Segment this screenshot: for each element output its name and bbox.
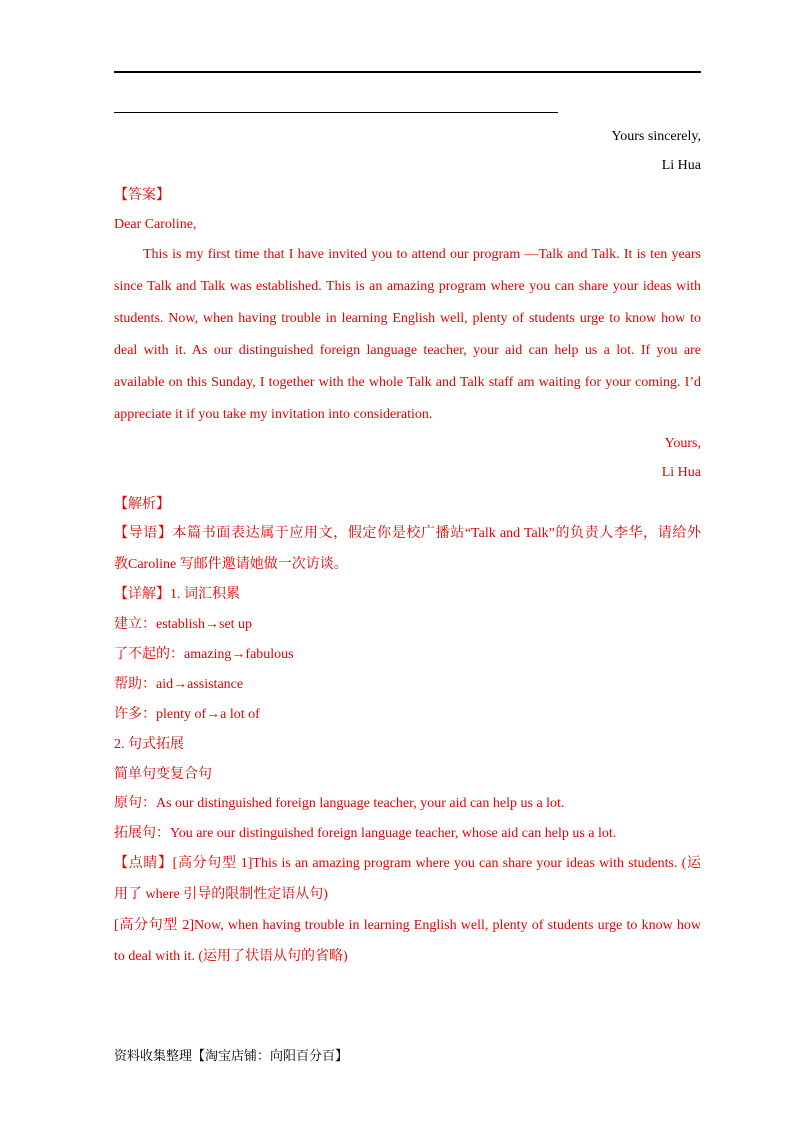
- guide-line-2: 教Caroline 写邮件邀请她做一次访谈。: [114, 557, 348, 572]
- answer-line: available on this Sunday, I together with the whole Talk and Talk staff am waiting for your coming. I’d: [114, 375, 701, 390]
- letter-name: Li Hua: [661, 158, 701, 173]
- highlight-1-line-2: 用了 where 引导的限制性定语从句): [114, 887, 328, 902]
- detail-line: [114, 587, 240, 603]
- vocab-item: 许多：plenty of→a lot of: [114, 707, 260, 722]
- highlight-line: [114, 856, 701, 872]
- answer-closing: Yours,: [664, 436, 701, 451]
- page-footer: 资料收集整理【淘宝店铺：向阳百分百】: [114, 1048, 349, 1063]
- answer-heading: 【答案】: [114, 188, 170, 203]
- guide-line: [114, 526, 701, 542]
- answer-signature: Li Hua: [661, 465, 701, 480]
- answer-line: This is my first time that I have invited you to attend our program —Talk and Talk. It is ten years: [143, 247, 701, 262]
- answer-line: deal with it. As our distinguished foreign language teacher, your aid can help us a lot. If you are: [114, 343, 701, 358]
- answer-salutation: Dear Caroline,: [114, 217, 197, 232]
- guide-text: 本篇书面表达属于应用文，假定你是校广播站“Talk and Talk”的负责人李华，请给外: [172, 526, 702, 541]
- original-sentence: 原句：As our distinguished foreign language teacher, your aid can help us a lot.: [114, 796, 565, 811]
- highlight-2-line-1: [高分句型 2]Now, when having trouble in learning English well, plenty of students urge to know how: [114, 918, 701, 933]
- highlight-1-text: [高分句型 1]This is an amazing program where you can share your ideas with students. (运: [172, 856, 701, 871]
- top-rule: [114, 71, 701, 73]
- answer-line: students. Now, when having trouble in learning English well, plenty of students urge to know how to: [114, 311, 701, 326]
- section2-title: 2. 句式拓展: [114, 737, 184, 752]
- writing-blank-line: [114, 112, 558, 113]
- answer-line: appreciate it if you take my invitation into consideration.: [114, 407, 433, 422]
- section2-subtitle: 简单句变复合句: [114, 767, 212, 782]
- vocab-item: 建立：establish→set up: [114, 617, 253, 632]
- letter-sign-off: Yours sincerely,: [611, 129, 701, 144]
- highlight-label: 【点睛】: [114, 856, 173, 871]
- detail-label: 【详解】: [114, 587, 170, 602]
- analysis-heading: 【解析】: [114, 497, 170, 512]
- vocab-item: 帮助：aid→assistance: [114, 677, 244, 692]
- highlight-2-line-2: to deal with it. (运用了状语从句的省略): [114, 949, 348, 964]
- answer-line: since Talk and Talk was established. This is an amazing program where you can share your ideas with: [114, 279, 701, 294]
- extended-sentence: 拓展句：You are our distinguished foreign language teacher, whose aid can help us a lot.: [114, 826, 617, 841]
- guide-label: 【导语】: [114, 526, 173, 541]
- vocab-item: 了不起的：amazing→fabulous: [114, 647, 294, 662]
- detail-title: 1. 词汇积累: [170, 587, 240, 602]
